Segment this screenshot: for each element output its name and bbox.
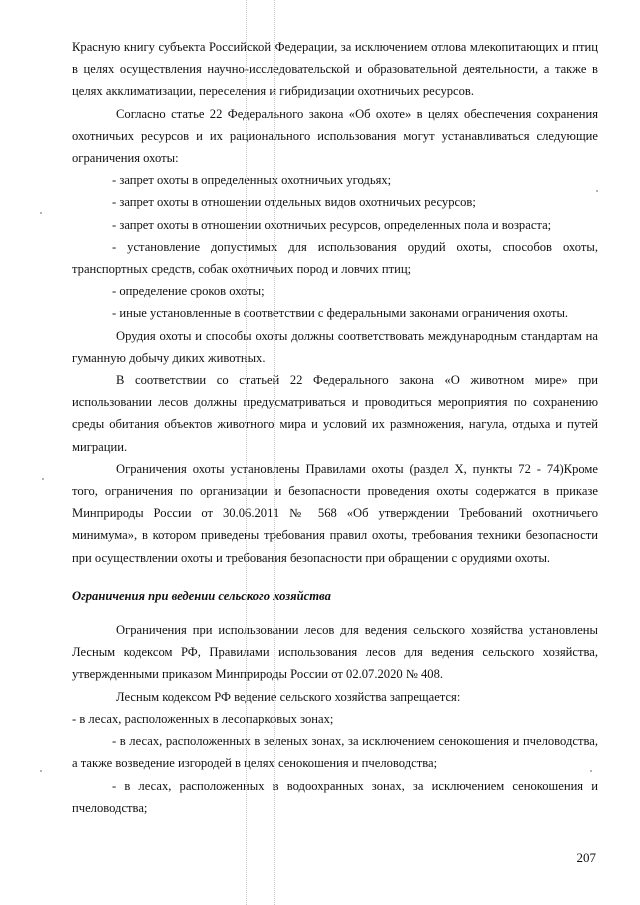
paragraph: Согласно статье 22 Федерального закона «Об охоте» в целях обеспечения сохранения охотничьих ресурсов и их рационального использования могут устанавливаться следующие ограничения охоты: <box>72 106 598 166</box>
list-item: - запрет охоты в отношении отдельных видов охотничьих ресурсов; <box>112 195 476 210</box>
scan-artifact-dot <box>596 190 598 192</box>
list-item: - запрет охоты в определенных охотничьих угодьях; <box>112 173 392 188</box>
list-item: - в лесах, расположенных в водоохранных зонах, за исключением сенокошения и пчеловодства; <box>72 778 598 815</box>
scan-artifact-dot <box>42 478 44 480</box>
paragraph: Красную книгу субъекта Российской Федерации, за исключением отлова млекопитающих и птиц в целях осуществления научно-исследовательской и образовательной деятельности, а также в целях акклиматизации, переселения и гибридизации охотничьих ресурсов. <box>72 40 598 99</box>
scan-artifact-dot <box>40 770 42 772</box>
list-item: - иные установленные в соответствии с федеральными законами ограничения охоты. <box>112 306 569 321</box>
list-item: - в лесах, расположенных в зеленых зонах, за исключением сенокошения и пчеловодства, а также возведение изгородей в целях сенокошения и пчеловодства; <box>72 734 598 771</box>
paragraph: Лесным кодексом РФ ведение сельского хозяйства запрещается: <box>116 689 461 704</box>
list-item: - установление допустимых для использования орудий охоты, способов охоты, транспортных средств, собак охотничьих пород и ловчих птиц; <box>72 239 598 277</box>
list-item: - определение сроков охоты; <box>112 284 265 299</box>
list-item: - в лесах, расположенных в лесопарковых зонах; <box>72 711 334 726</box>
paragraph: В соответствии со статьей 22 Федерального закона «О животном мире» при использовании лесов должны предусматриваться и проводиться мероприятия по сохранению среды обитания объектов животного мира и условий их размножения, нагула, отдыха и путей миграции. <box>72 373 598 454</box>
page-number: 207 <box>576 850 596 865</box>
scan-artifact-dot <box>590 770 592 772</box>
paragraph: Ограничения охоты установлены Правилами охоты (раздел X, пункты 72 - 74)Кроме того, ограничения по организации и безопасности проведения охоты содержатся в приказе Минприроды России от 30.06.2011 № 568 «Об утверждении Требований охотничьего минимума», в котором приведены требования правил охоты, требования техники безопасности при осуществлении охоты и требования безопасности при обращении с орудиями охоты. <box>72 461 598 565</box>
scan-artifact-line <box>246 0 247 905</box>
paragraph: Орудия охоты и способы охоты должны соответствовать международным стандартам на гуманную добычу диких животных. <box>72 328 598 365</box>
paragraph: Ограничения при использовании лесов для ведения сельского хозяйства установлены Лесным кодексом РФ, Правилами использования лесов для ведения сельского хозяйства, утвержденными приказом Минприроды России от 02.07.2020 № 408. <box>72 623 598 682</box>
scan-artifact-line <box>274 0 275 905</box>
section-heading: Ограничения при ведении сельского хозяйства <box>72 588 331 603</box>
document-page <box>72 36 598 819</box>
list-item: - запрет охоты в отношении охотничьих ресурсов, определенных пола и возраста; <box>112 217 552 232</box>
scan-artifact-dot <box>40 212 42 214</box>
